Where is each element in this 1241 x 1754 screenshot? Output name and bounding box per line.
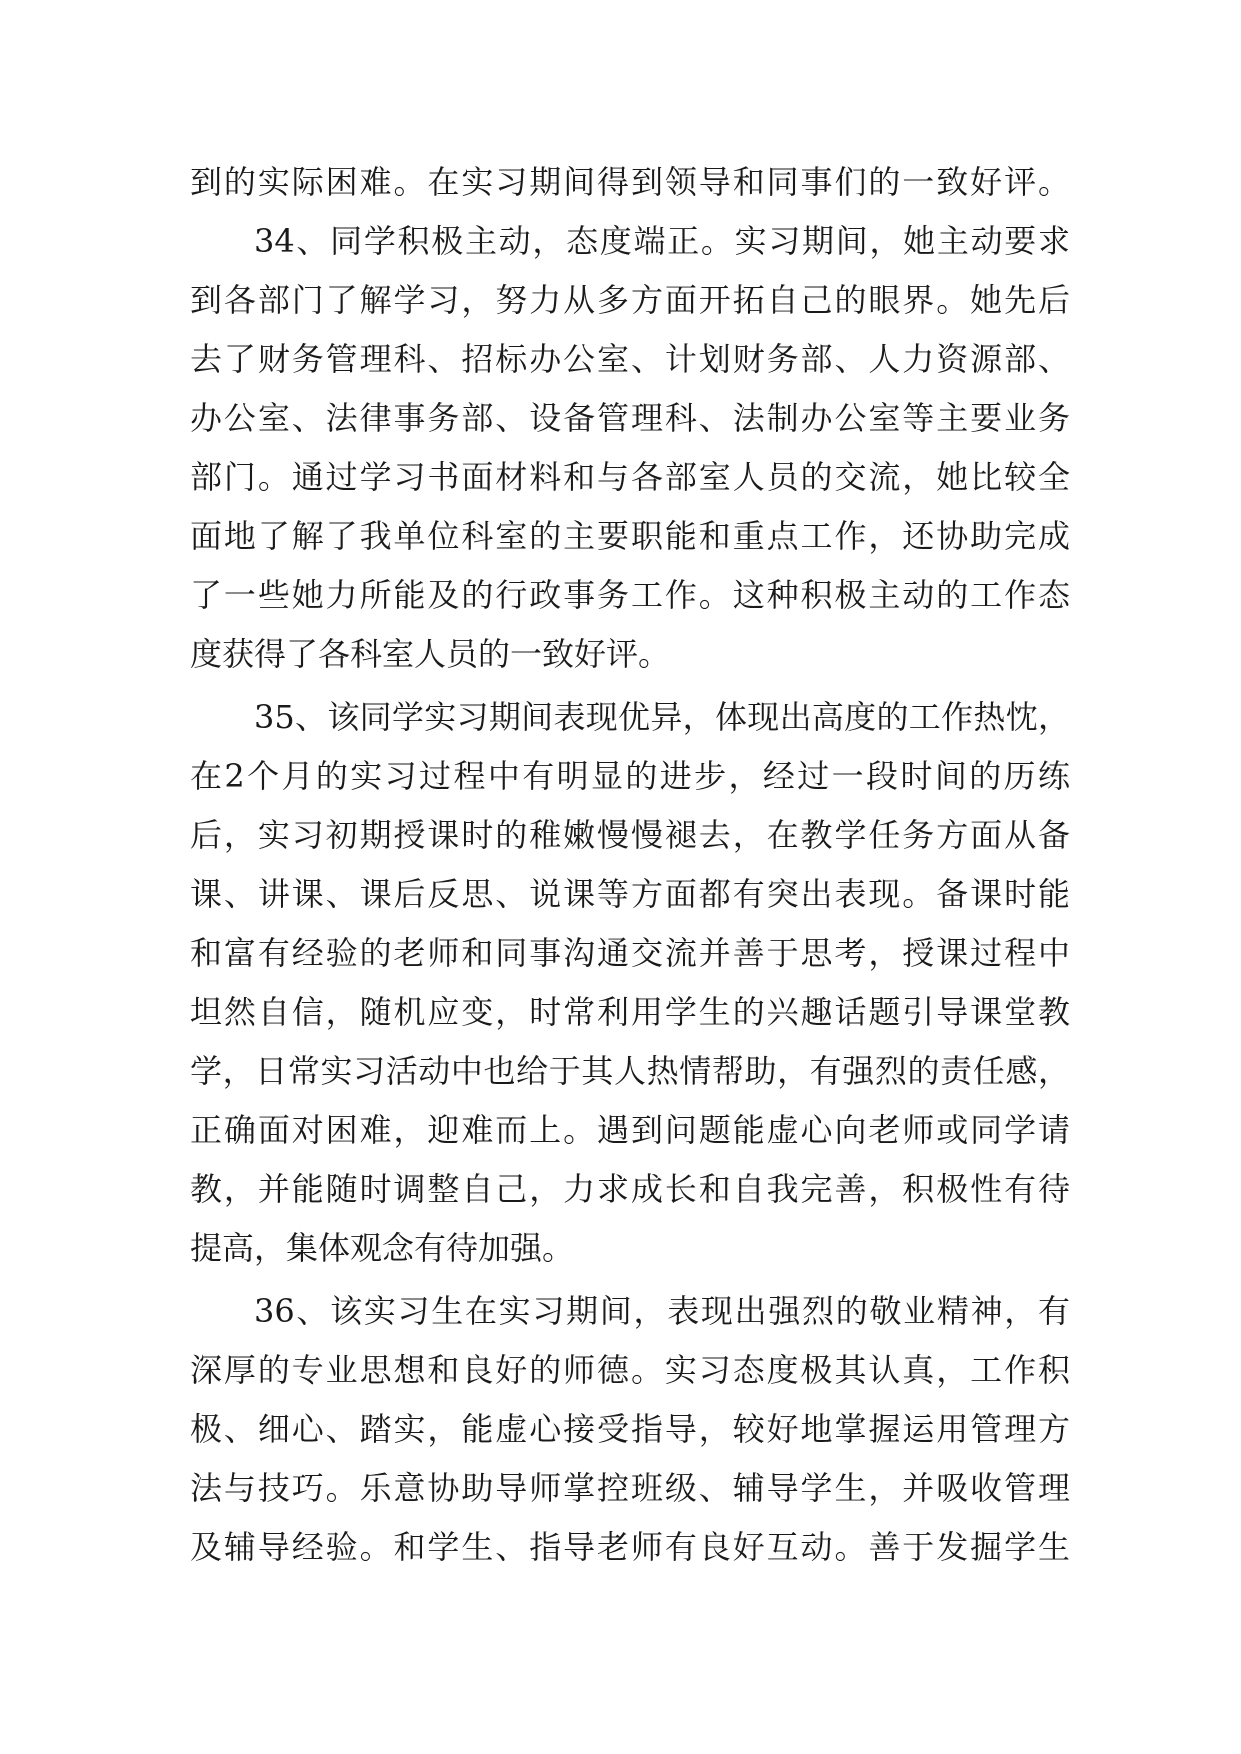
paragraph-34 <box>190 212 1070 684</box>
text-line: 教，并能随时调整自己，力求成长和自我完善，积极性有待 <box>190 1170 1070 1208</box>
text-line: 到的实际困难。在实习期间得到领导和同事们的一致好评。 <box>190 163 1070 201</box>
text-line: 和富有经验的老师和同事沟通交流并善于思考，授课过程中 <box>190 934 1070 972</box>
document-body <box>190 153 1070 1577</box>
text-line: 深厚的专业思想和良好的师德。实习态度极其认真，工作积 <box>190 1351 1070 1389</box>
text-line: 到各部门了解学习，努力从多方面开拓自己的眼界。她先后 <box>190 281 1070 319</box>
text-line: 极、细心、踏实，能虚心接受指导，较好地掌握运用管理方 <box>190 1410 1070 1448</box>
text-line: 坦然自信，随机应变，时常利用学生的兴趣话题引导课堂教 <box>190 993 1070 1031</box>
text-line: 课、讲课、课后反思、说课等方面都有突出表现。备课时能 <box>190 875 1070 913</box>
text-line: 办公室、法律事务部、设备管理科、法制办公室等主要业务 <box>190 399 1070 437</box>
text-line: 法与技巧。乐意协助导师掌控班级、辅导学生，并吸收管理 <box>190 1469 1070 1507</box>
text-line: 及辅导经验。和学生、指导老师有良好互动。善于发掘学生 <box>190 1528 1070 1566</box>
text-line: 后，实习初期授课时的稚嫩慢慢褪去，在教学任务方面从备 <box>190 816 1070 854</box>
text-line: 了一些她力所能及的行政事务工作。这种积极主动的工作态 <box>190 576 1070 614</box>
text-line: 学，日常实习活动中也给于其人热情帮助，有强烈的责任感， <box>190 1052 1070 1090</box>
text-line: 35、该同学实习期间表现优异，体现出高度的工作热忱， <box>254 698 1070 736</box>
text-line: 提高，集体观念有待加强。 <box>190 1229 575 1267</box>
text-line: 去了财务管理科、招标办公室、计划财务部、人力资源部、 <box>190 340 1070 378</box>
text-line: 34、同学积极主动，态度端正。实习期间，她主动要求 <box>254 222 1070 260</box>
paragraph-33-tail <box>190 153 1070 212</box>
text-line: 面地了解了我单位科室的主要职能和重点工作，还协助完成 <box>190 517 1070 555</box>
text-line: 在2个月的实习过程中有明显的进步，经过一段时间的历练 <box>190 757 1070 795</box>
text-line: 36、该实习生在实习期间，表现出强烈的敬业精神，有 <box>254 1292 1070 1330</box>
paragraph-35 <box>190 688 1070 1278</box>
text-line: 度获得了各科室人员的一致好评。 <box>190 635 671 673</box>
text-line: 部门。通过学习书面材料和与各部室人员的交流，她比较全 <box>190 458 1070 496</box>
paragraph-36 <box>190 1282 1070 1577</box>
text-line: 正确面对困难，迎难而上。遇到问题能虚心向老师或同学请 <box>190 1111 1070 1149</box>
